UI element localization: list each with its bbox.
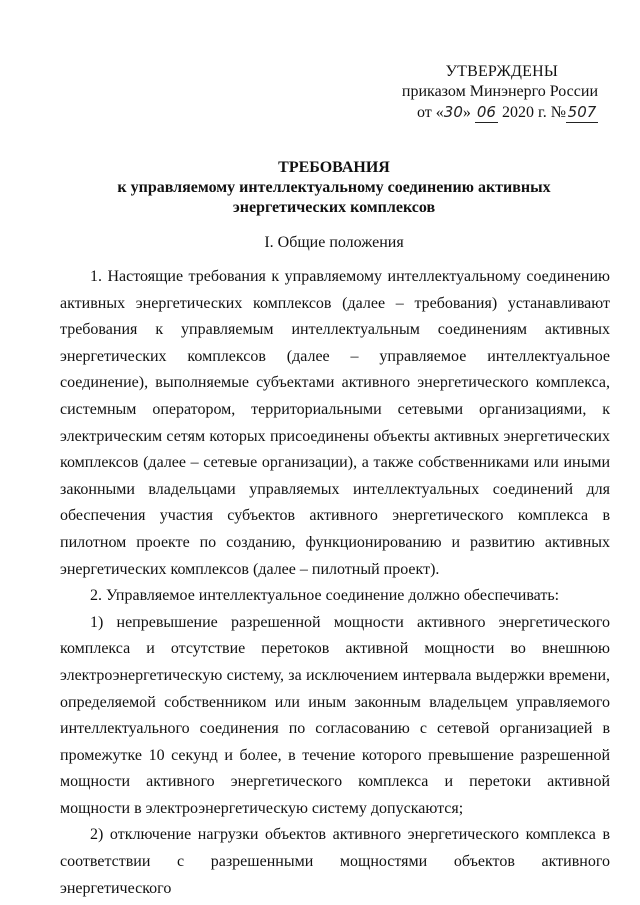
paragraph-1: 1. Настоящие требования к управляемому интеллектуальному соединению активных энергетических комплексов (далее – требования) устанавливают требования к управляемым интеллектуальным соединениям активных энергетических комплексов (далее – управляемое интеллектуальное соединение), выполняемые субъектами активного энергетического комплекса, системным оператором, территориальными сетевыми организациями, к электрическим сетям которых присоединены объекты активных энергетических комплексов (далее – сетевые организации), а также собственниками или иными законными владельцами управляемых интеллектуальных соединений для обеспечения участия субъектов активного энергетического комплекса в пилотном проекте по созданию, функционированию и развитию активных энергетических комплексов (далее – пилотный проект). <box>60 268 610 578</box>
approval-order-line <box>378 102 598 123</box>
approval-issuer: приказом Минэнерго России <box>401 83 598 100</box>
approval-stamp <box>378 62 598 123</box>
approval-title: УТВЕРЖДЕНЫ <box>445 63 558 80</box>
paragraph-2-item-2: 2) отключение нагрузки объектов активного энергетического комплекса в соответствии с разрешенными мощностями объектов активного энергетического <box>60 826 610 897</box>
paragraph-2: 2. Управляемое интеллектуальное соединение должно обеспечивать: <box>90 587 560 605</box>
document-body <box>60 264 610 902</box>
order-month: 06 <box>476 103 496 121</box>
section-heading: I. Общие положения <box>264 234 404 251</box>
document-title-block <box>60 158 608 218</box>
document-title: ТРЕБОВАНИЯ <box>278 159 390 176</box>
order-day: 30 <box>443 103 463 121</box>
order-mid: » <box>462 104 475 121</box>
paragraph-2-item-1: 1) непревышение разрешенной мощности активного энергетического комплекса и отсутствие перетоков активной мощности во внешнюю электроэнергетическую систему, за исключением интервала выдержки времени, определяемой собственником или иным законным владельцем управляемого интеллектуального соединения по согласованию с сетевой организацией в промежутке 10 секунд и более, в течение которого превышение разрешенной мощности активного энергетического комплекса и перетоки активной мощности в электроэнергетическую систему допускаются; <box>60 613 610 817</box>
document-subtitle: к управляемому интеллектуальному соединению активных энергетических комплексов <box>117 179 551 216</box>
order-prefix: от « <box>417 104 444 121</box>
order-year: 2020 г. № <box>497 104 566 121</box>
order-number: 507 <box>567 103 597 121</box>
